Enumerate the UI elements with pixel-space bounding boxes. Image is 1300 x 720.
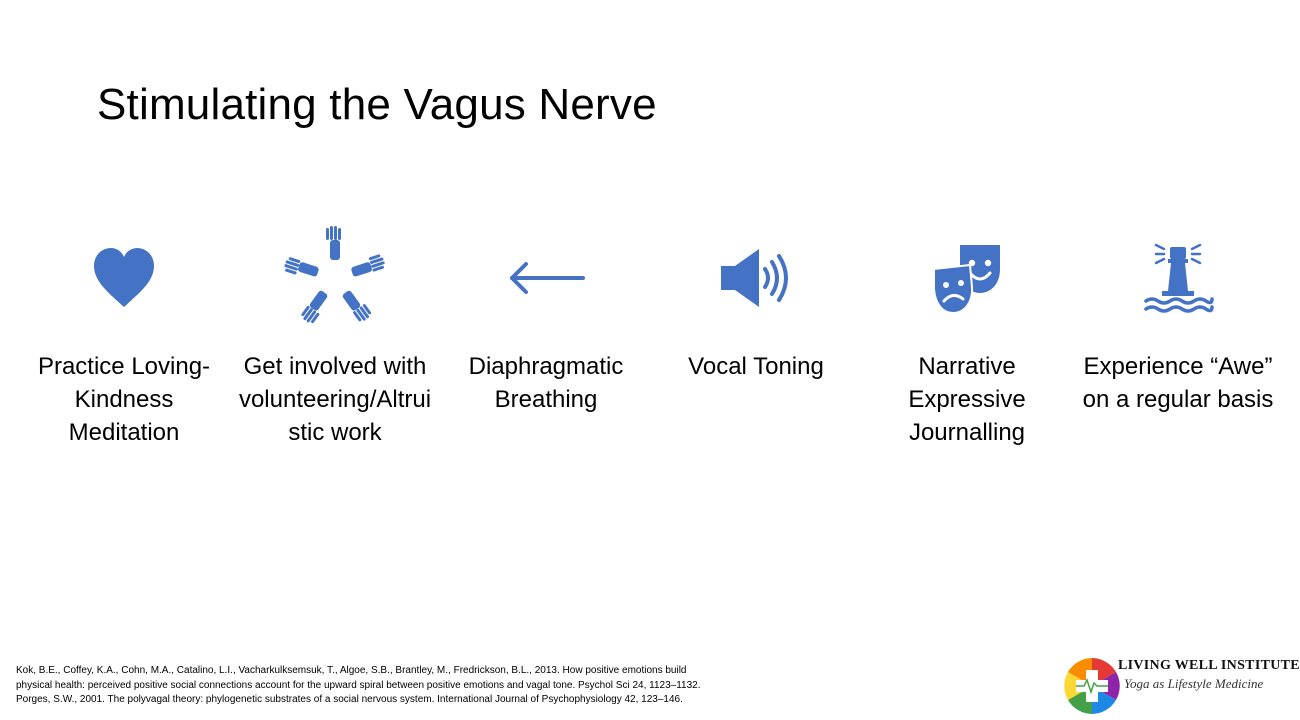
item-label: Narrative Expressive Journalling — [908, 353, 1026, 446]
item-awe — [1078, 225, 1278, 416]
item-label: Practice Loving-Kindness Meditation — [37, 353, 211, 446]
item-diaphragmatic-breathing — [446, 225, 646, 416]
slide-title: Stimulating the Vagus Nerve — [97, 80, 657, 129]
item-label: Get involved with volunteering/Altruistic work — [238, 353, 432, 446]
logo-name: LIVING WELL INSTITUTE — [1118, 658, 1300, 673]
heart-icon — [24, 225, 224, 330]
item-loving-kindness — [24, 225, 224, 449]
item-journalling — [867, 225, 1067, 449]
arrow-left-icon — [446, 225, 646, 330]
logo-tagline: Yoga as Lifestyle Medicine — [1124, 676, 1264, 691]
item-volunteering — [235, 225, 435, 449]
institute-logo — [1060, 654, 1300, 718]
item-label: Vocal Toning — [688, 353, 824, 380]
item-label: Diaphragmatic Breathing — [468, 353, 624, 413]
hands-together-icon — [235, 225, 435, 330]
item-vocal-toning — [656, 225, 856, 383]
reference-line: physical health: perceived positive social connections account for the upward spiral between positive emotions and vagal tone. Psychol Sci 24, 1123–1132. — [16, 679, 701, 691]
item-label: Experience “Awe” on a regular basis — [1082, 353, 1274, 413]
reference-line: Kok, B.E., Coffey, K.A., Cohn, M.A., Catalino, L.I., Vacharkulksemsuk, T., Algoe, S.B., Brantley, M., Fredrickson, B.L., 2013. How positive emotions build — [16, 665, 687, 676]
reference-line: Porges, S.W., 2001. The polyvagal theory: phylogenetic substrates of a social nervous system. International Journal of Psychophysiology 42, 123–146. — [16, 694, 683, 705]
lighthouse-icon — [1078, 225, 1278, 330]
theater-masks-icon — [867, 225, 1067, 330]
references — [16, 664, 806, 708]
speaker-icon — [656, 225, 856, 330]
lotus-cross-icon — [1062, 656, 1122, 716]
